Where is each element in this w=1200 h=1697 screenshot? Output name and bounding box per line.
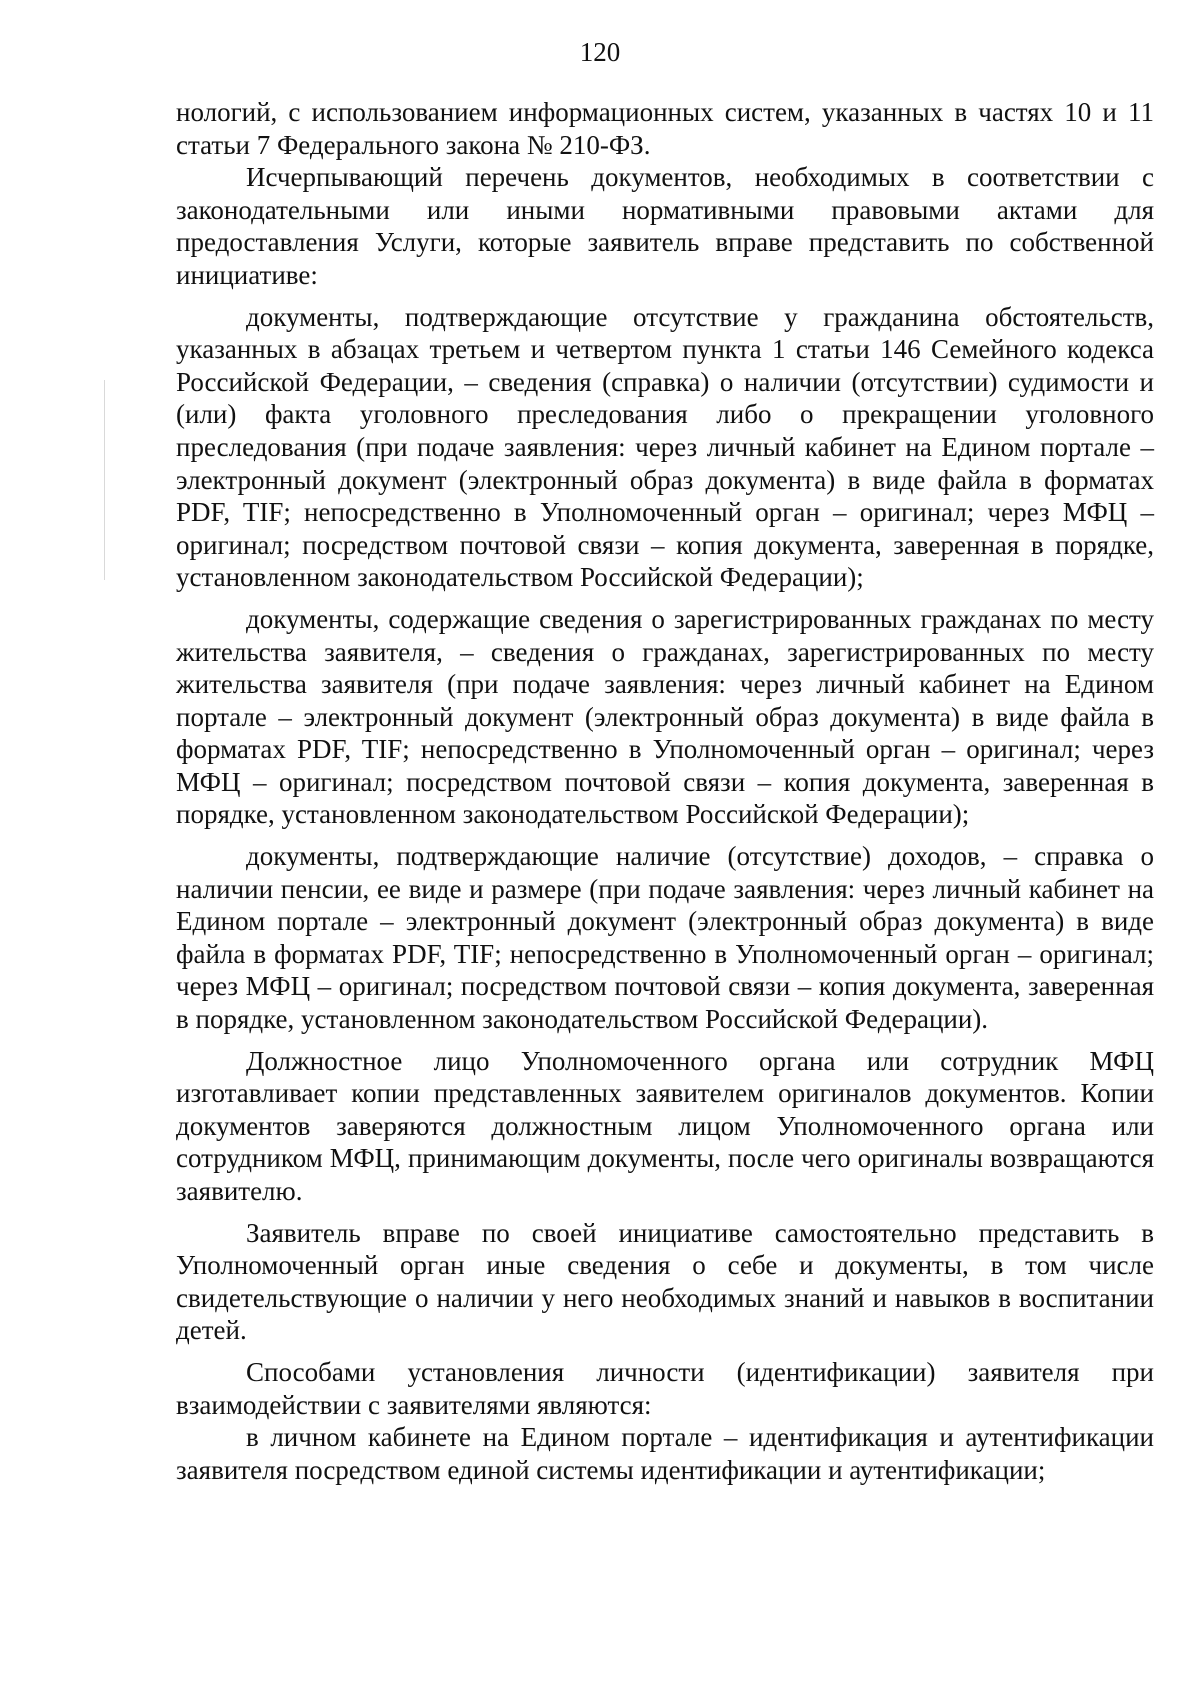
paragraph-identification-methods: Способами установления личности (идентификации) заявителя при взаимодействии с заявителями являются: (176, 1356, 1154, 1420)
paragraph-additional-information: Заявитель вправе по своей инициативе самостоятельно представить в Уполномоченный орган иные сведения о себе и документы, в том числе свидетельствующие о наличии у него необходимых знаний и навыков в воспитании детей. (176, 1217, 1154, 1346)
scan-artifact-line (104, 380, 105, 580)
document-body (176, 96, 1154, 1486)
paragraph-exhaustive-list-intro: Исчерпывающий перечень документов, необходимых в соответствии с законодательными или иными нормативными правовыми актами для предоставления Услуги, которые заявитель вправе представить по собственной инициативе: (176, 162, 1154, 290)
paragraph-criminal-record-documents: документы, подтверждающие отсутствие у гражданина обстоятельств, указанных в абзацах третьем и четвертом пункта 1 статьи 146 Семейного кодекса Российской Федерации, – сведения (справка) о наличии (отсутствии) судимости и (или) факта уголовного преследования либо о прекращении уголовного преследования (при подаче заявления: через личный кабинет на Едином портале – электронный документ (электронный образ документа) в виде файла в форматах PDF, TIF; непосредственно в Уполномоченный орган – оригинал; через МФЦ – оригинал; посредством почтовой связи – копия документа, заверенная в порядке, установленном законодательством Российской Федерации); (176, 301, 1154, 593)
paragraph-continuation: нологий, с использованием информационных систем, указанных в частях 10 и 11 статьи 7 Федерального закона № 210-ФЗ. (176, 97, 1154, 160)
paragraph-personal-account-identification: в личном кабинете на Едином портале – идентификация и аутентификации заявителя посредством единой системы идентификации и аутентификации; (176, 1422, 1154, 1485)
paragraph-registered-residents-documents: документы, содержащие сведения о зарегистрированных гражданах по месту жительства заявителя, – сведения о гражданах, зарегистрированных по месту жительства заявителя (при подаче заявления: через личный кабинет на Едином портале – электронный документ (электронный образ документа) в виде файла в форматах PDF, TIF; непосредственно в Уполномоченный орган – оригинал; через МФЦ – оригинал; посредством почтовой связи – копия документа, заверенная в порядке, установленном законодательством Российской Федерации); (176, 603, 1154, 830)
paragraph-copies-certification: Должностное лицо Уполномоченного органа или сотрудник МФЦ изготавливает копии представленных заявителем оригиналов документов. Копии документов заверяются должностным лицом Уполномоченного органа или сотрудником МФЦ, принимающим документы, после чего оригиналы возвращаются заявителю. (176, 1045, 1154, 1206)
paragraph-income-documents: документы, подтверждающие наличие (отсутствие) доходов, – справка о наличии пенсии, ее виде и размере (при подаче заявления: через личный кабинет на Едином портале – электронный документ (электронный образ документа) в виде файла в форматах PDF, TIF; непосредственно в Уполномоченный орган – оригинал; через МФЦ – оригинал; посредством почтовой связи – копия документа, заверенная в порядке, установленном законодательством Российской Федерации). (176, 841, 1154, 1035)
page-number: 120 (579, 37, 621, 67)
